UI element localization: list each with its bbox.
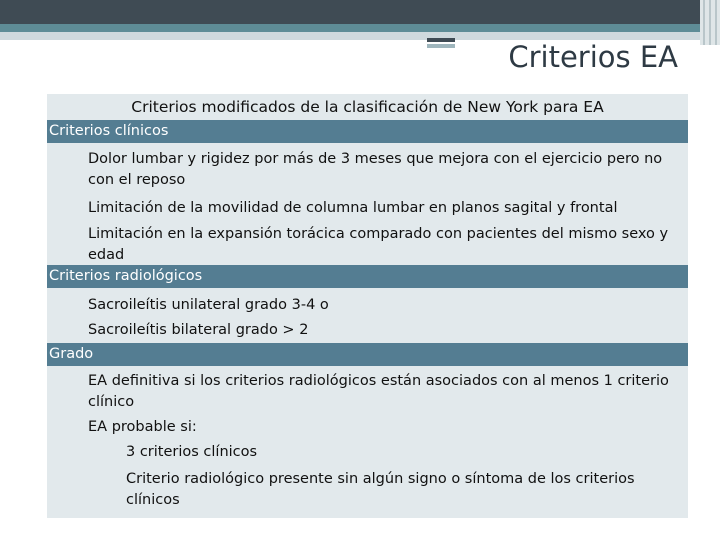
slide-title: Criterios EA (508, 40, 678, 74)
clinical-criterion-3: Limitación en la expansión torácica comparado con pacientes del mismo sexo y edad (88, 226, 669, 263)
header-band-teal (0, 24, 700, 32)
clinical-criterion-1: Dolor lumbar y rigidez por más de 3 meses que mejora con el ejercicio pero no con el reposo (88, 151, 663, 188)
criteria-table (47, 94, 688, 518)
grade-definitive: EA definitiva si los criterios radiológicos están asociados con al menos 1 criterio clínico (88, 373, 669, 410)
title-accent-dark (427, 38, 455, 42)
probable-subitem-1: 3 criterios clínicos (126, 444, 258, 460)
section-header-clinical: Criterios clínicos (47, 120, 688, 143)
corner-decoration (700, 0, 720, 45)
section-header-radiological: Criterios radiológicos (47, 265, 688, 288)
header-band-light (0, 32, 700, 40)
clinical-criterion-2: Limitación de la movilidad de columna lumbar en planos sagital y frontal (88, 200, 618, 216)
section-header-grade: Grado (47, 343, 688, 366)
radiological-criterion-2: Sacroileítis bilateral grado > 2 (88, 322, 309, 338)
table-title: Criterios modificados de la clasificación de New York para EA (47, 94, 688, 120)
header-band-dark (0, 0, 700, 24)
radiological-criterion-1: Sacroileítis unilateral grado 3-4 o (88, 297, 329, 313)
grade-probable: EA probable si: (88, 419, 197, 435)
title-accent-light (427, 44, 455, 48)
probable-subitem-2: Criterio radiológico presente sin algún signo o síntoma de los criterios clínicos (126, 471, 635, 508)
